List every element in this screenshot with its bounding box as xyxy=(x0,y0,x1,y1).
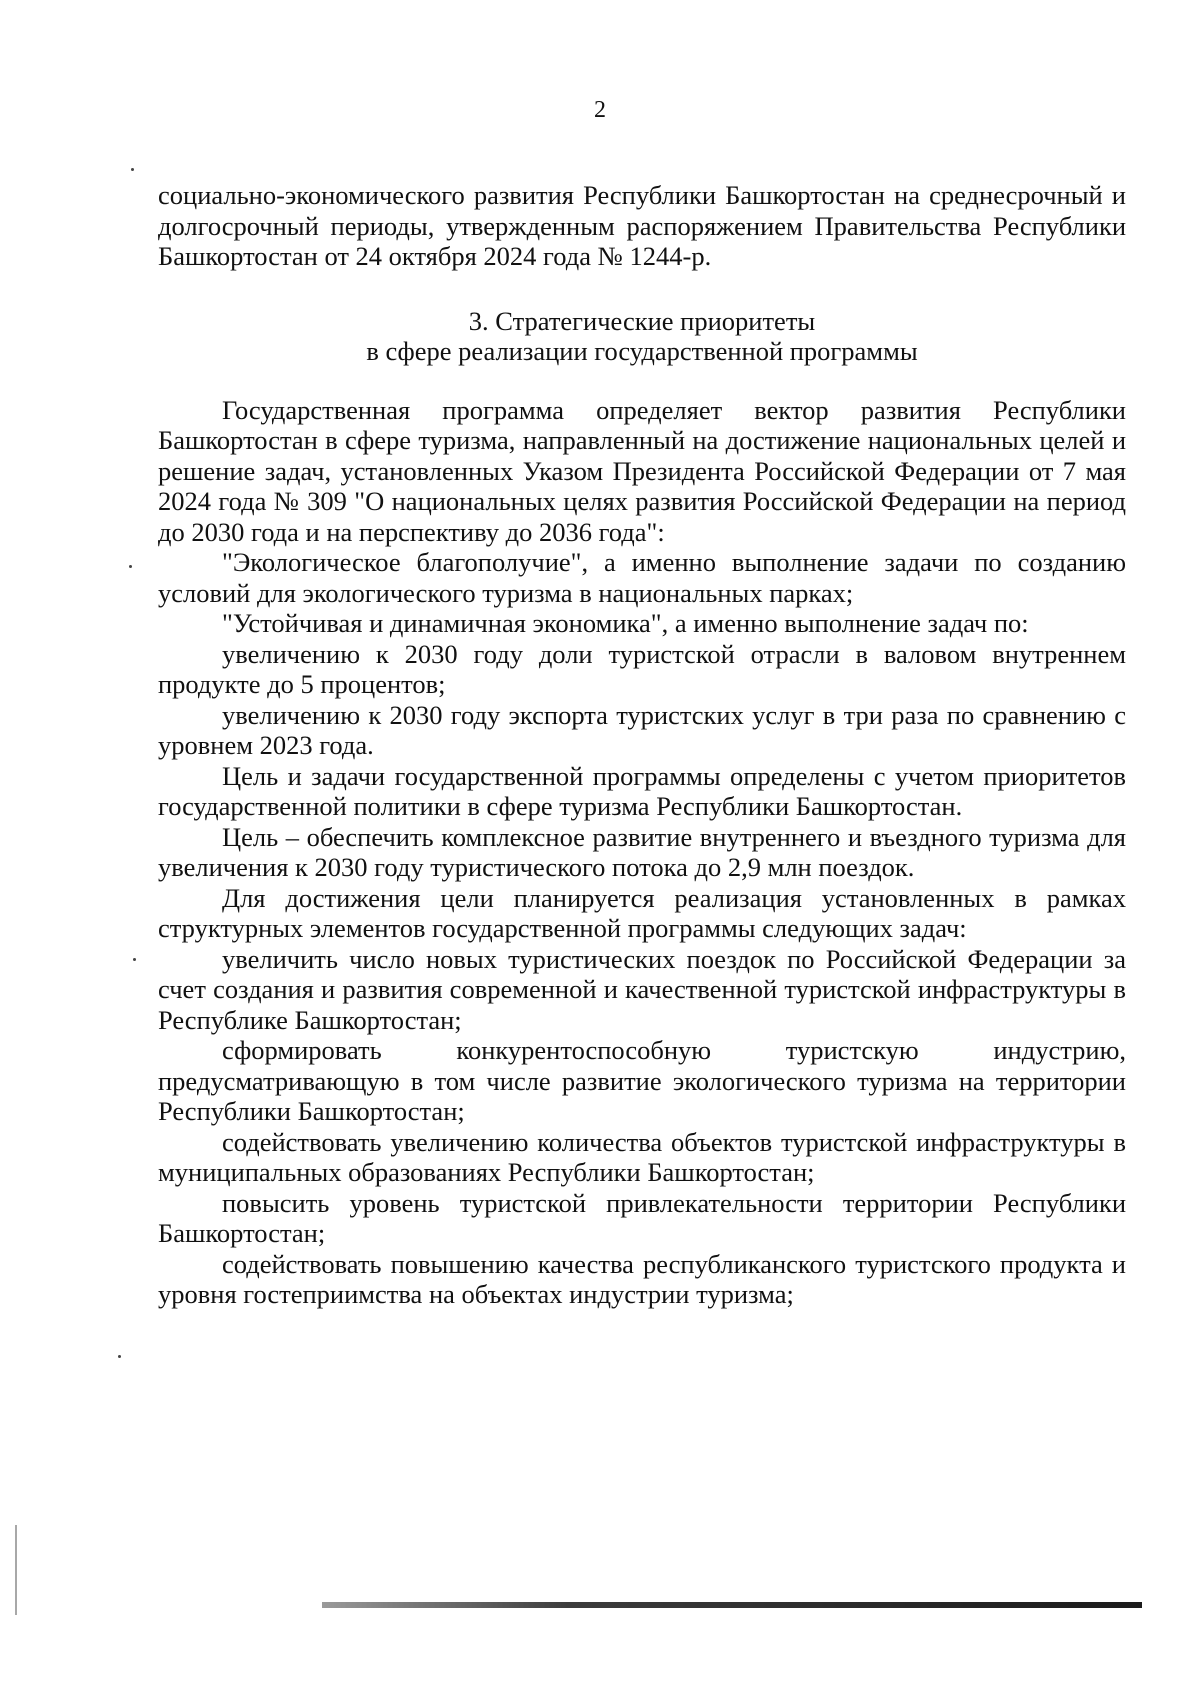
paragraph: "Экологическое благополучие", а именно выполнение задачи по созданию условий для экологического туризма в национальных парках; xyxy=(158,547,1126,608)
paragraph: содействовать повышению качества республиканского туристского продукта и уровня гостеприимства на объектах индустрии туризма; xyxy=(158,1248,1126,1309)
paragraph: "Устойчивая и динамичная экономика", а именно выполнение задач по: xyxy=(222,608,1029,638)
scan-edge-mark xyxy=(15,1525,17,1615)
paragraph: Цель – обеспечить комплексное развитие внутреннего и въездного туризма для увеличения к 2030 году туристического потока до 2,9 млн поездок. xyxy=(158,821,1126,882)
paragraph: увеличению к 2030 году экспорта туристских услуг в три раза по сравнению с уровнем 2023 года. xyxy=(158,699,1126,760)
scan-speck xyxy=(118,1355,121,1358)
page-number: 2 xyxy=(594,97,606,123)
section-heading-line-1: 3. Стратегические приоритеты xyxy=(468,305,816,336)
scan-speck xyxy=(133,958,136,961)
paragraph: Цель и задачи государственной программы определены с учетом приоритетов государственной политики в сфере туризма Республики Башкортостан. xyxy=(158,760,1126,821)
paragraph: Государственная программа определяет вектор развития Республики Башкортостан в сфере туризма, направленный на достижение национальных целей и решение задач, установленных Указом Президента Российской Федерации от 7 мая 2024 года № 309 "О национальных целях развития Российской Федерации на период до 2030 года и на перспективу до 2036 года": xyxy=(158,394,1126,547)
scan-bottom-line xyxy=(322,1602,1142,1608)
paragraph: повысить уровень туристской привлекательности территории Республики Башкортостан; xyxy=(158,1187,1126,1248)
paragraph: содействовать увеличению количества объектов туристской инфраструктуры в муниципальных образованиях Республики Башкортостан; xyxy=(158,1126,1126,1187)
section-heading xyxy=(158,306,1126,367)
paragraph: увеличению к 2030 году доли туристской отрасли в валовом внутреннем продукте до 5 процентов; xyxy=(158,638,1126,699)
paragraph-continued: социально-экономического развития Республики Башкортостан на среднесрочный и долгосрочный периоды, утвержденным распоряжением Правительства Республики Башкортостан от 24 октября 2024 года № 1244-р. xyxy=(158,180,1126,271)
paragraph: сформировать конкурентоспособную туристскую индустрию, предусматривающую в том числе развитие экологического туризма на территории Республики Башкортостан; xyxy=(158,1035,1126,1126)
document-body xyxy=(158,180,1126,1310)
scan-speck xyxy=(131,168,134,171)
scan-speck xyxy=(129,565,132,568)
section-heading-line-2: в сфере реализации государственной программы xyxy=(366,336,918,366)
paragraph: Для достижения цели планируется реализация установленных в рамках структурных элементов государственной программы следующих задач: xyxy=(158,882,1126,943)
paragraph: увеличить число новых туристических поездок по Российской Федерации за счет создания и развития современной и качественной туристской инфраструктуры в Республике Башкортостан; xyxy=(158,943,1126,1035)
